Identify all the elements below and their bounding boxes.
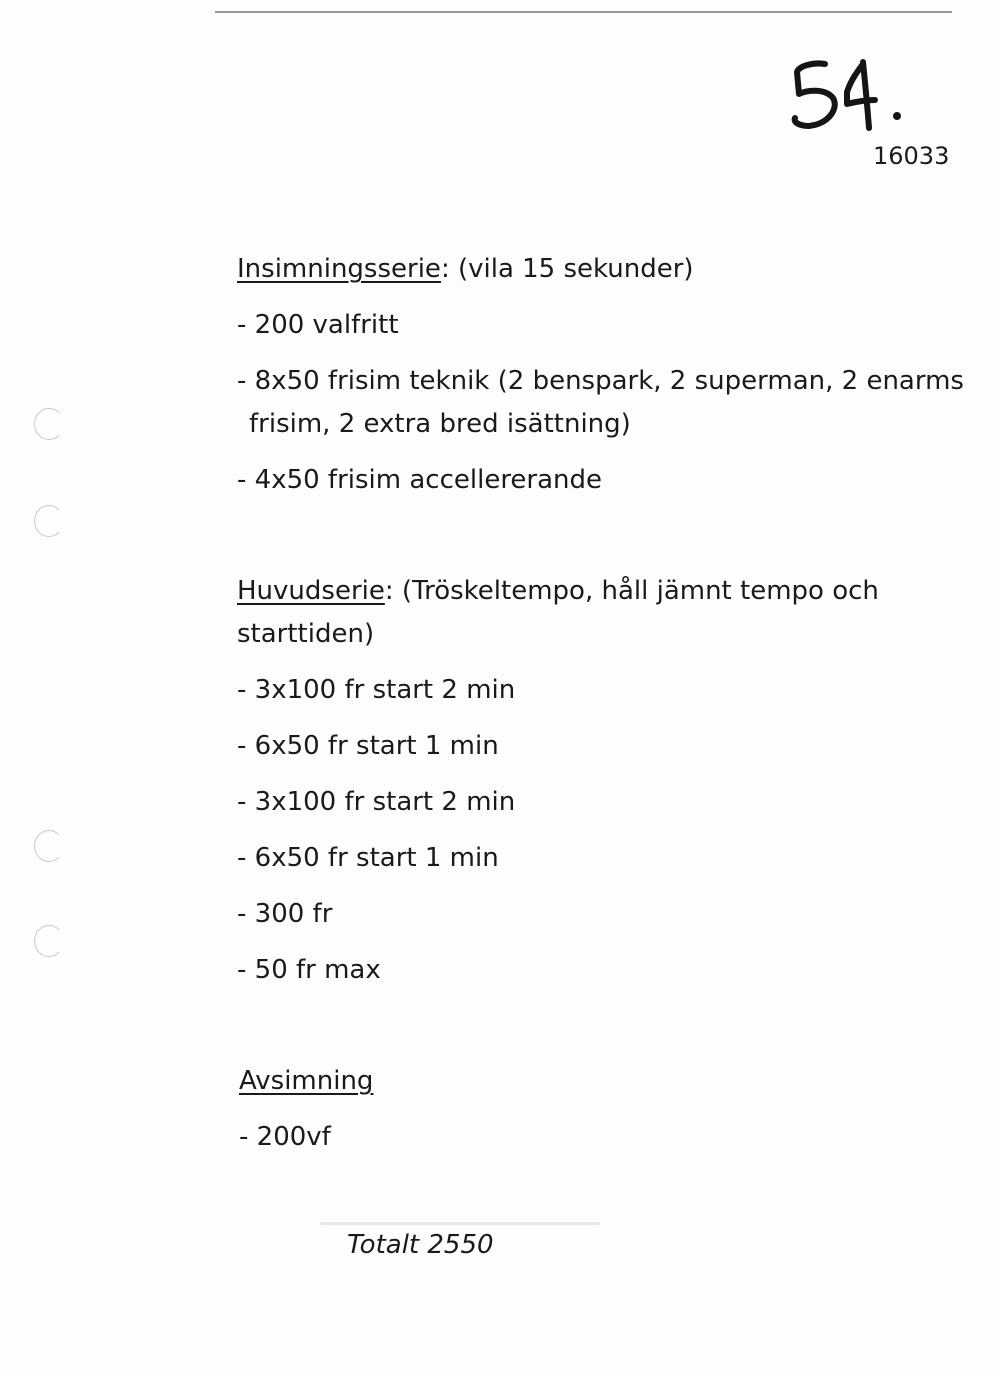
list-item: - 4x50 frisim accellererande bbox=[237, 465, 603, 495]
warmup-heading bbox=[237, 254, 977, 284]
main-heading bbox=[237, 576, 977, 606]
binder-hole bbox=[34, 830, 64, 862]
list-item: - 3x100 fr start 2 min bbox=[237, 787, 516, 817]
warmup-heading-title: Insimningsserie bbox=[237, 254, 441, 284]
list-item: - 200vf bbox=[239, 1122, 331, 1152]
document-id: 16033 bbox=[873, 142, 950, 170]
total-distance: Totalt 2550 bbox=[347, 1230, 494, 1260]
list-item: - 6x50 fr start 1 min bbox=[237, 731, 499, 761]
cooldown-heading bbox=[239, 1066, 979, 1096]
top-rule bbox=[215, 11, 952, 13]
list-item: - 3x100 fr start 2 min bbox=[237, 675, 516, 705]
warmup-section bbox=[237, 254, 977, 495]
list-item: - 200 valfritt bbox=[237, 310, 399, 340]
main-heading-continuation: starttiden) bbox=[237, 619, 375, 649]
warmup-heading-detail: : (vila 15 sekunder) bbox=[440, 254, 694, 284]
binder-hole bbox=[34, 408, 64, 440]
list-item: - 8x50 frisim teknik (2 benspark, 2 superman, 2 enarms bbox=[237, 366, 964, 396]
binder-hole bbox=[34, 925, 64, 957]
list-item: - 300 fr bbox=[237, 899, 333, 929]
binder-hole bbox=[34, 505, 64, 537]
scan-smudge bbox=[320, 1222, 600, 1225]
handwritten-page-number bbox=[785, 52, 915, 137]
main-heading-detail: : (Tröskeltempo, håll jämnt tempo och bbox=[384, 576, 879, 606]
cooldown-section bbox=[239, 1066, 979, 1152]
list-item-continuation: frisim, 2 extra bred isättning) bbox=[249, 409, 631, 439]
main-section bbox=[237, 576, 977, 985]
list-item: - 50 fr max bbox=[237, 955, 381, 985]
main-heading-title: Huvudserie bbox=[237, 576, 385, 606]
cooldown-heading-title: Avsimning bbox=[239, 1066, 374, 1096]
list-item: - 6x50 fr start 1 min bbox=[237, 843, 499, 873]
